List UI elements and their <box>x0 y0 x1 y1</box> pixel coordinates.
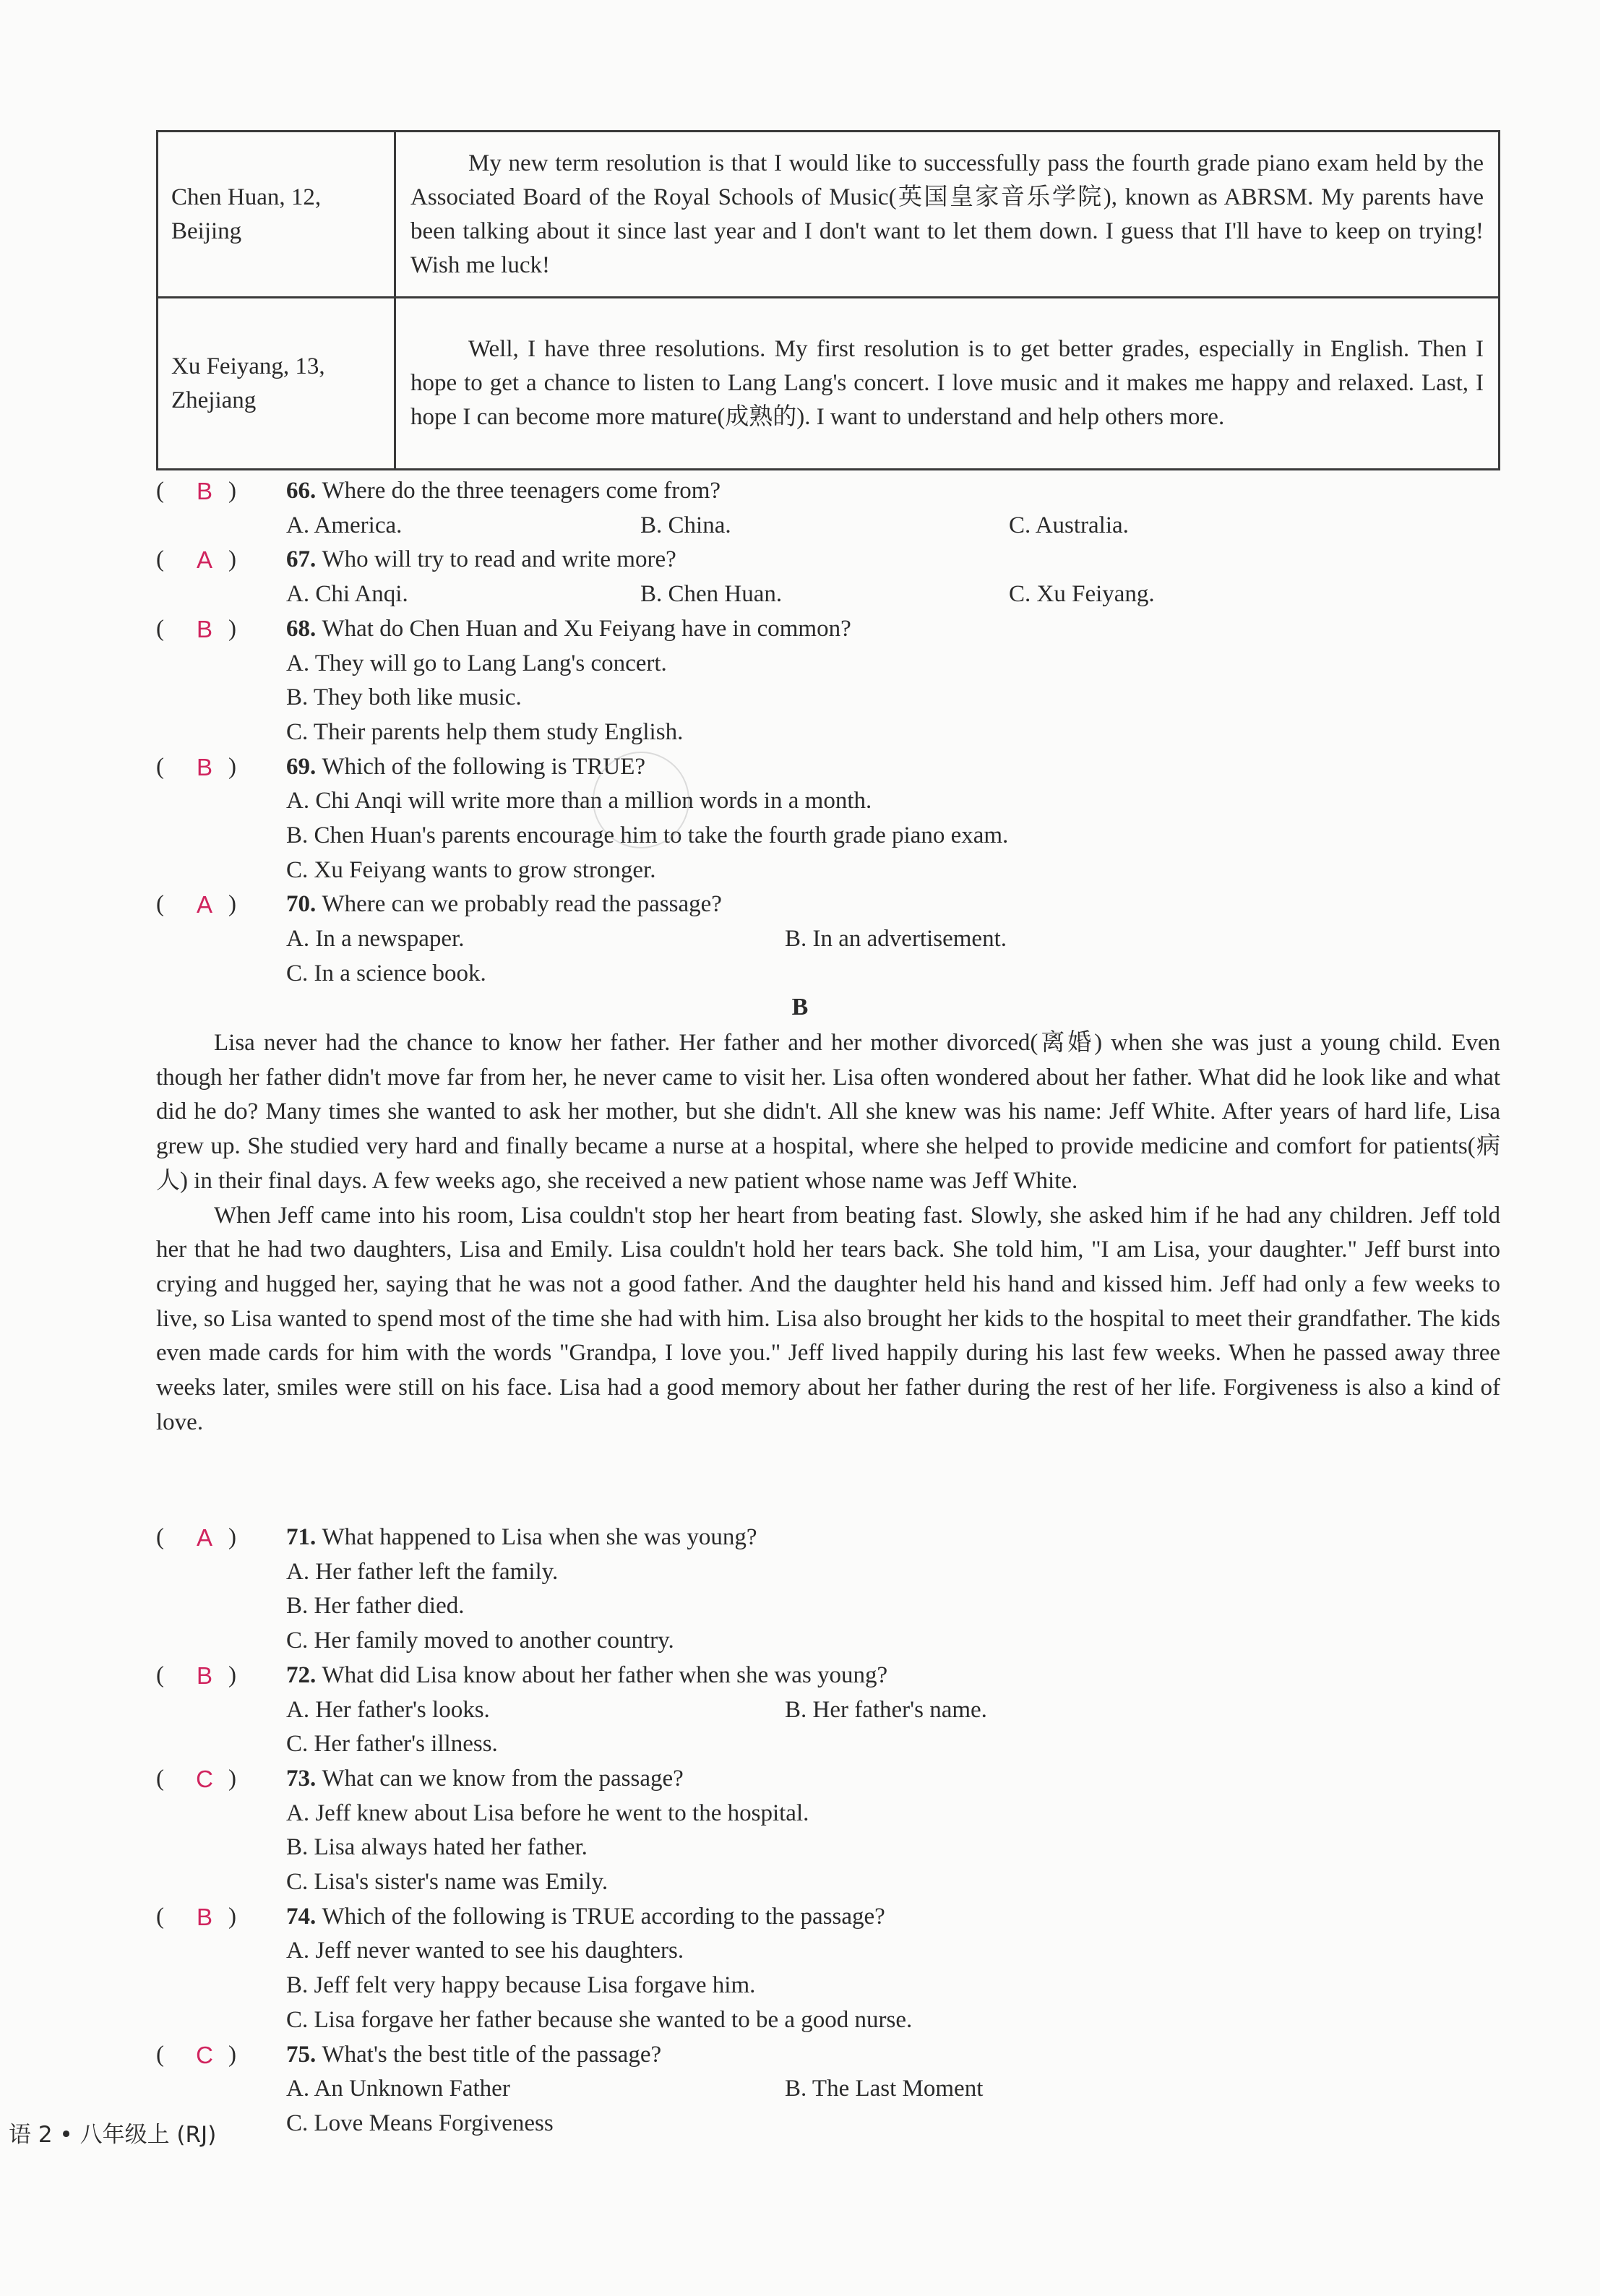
student-name-cell: Xu Feiyang, 13, Zhejiang <box>158 298 395 470</box>
question-73: ( C ) 73. What can we know from the passage? <box>156 1762 987 1797</box>
question-66: ( B ) 66. Where do the three teenagers come from? <box>156 474 1155 509</box>
option-b: B. Chen Huan's parents encourage him to take the fourth grade piano exam. <box>286 822 1009 849</box>
question-72: ( B ) 72. What did Lisa know about her father when she was young? <box>156 1659 987 1693</box>
option-b: B. They both like music. <box>286 684 522 711</box>
answer-mark: B <box>196 615 212 642</box>
reading-passage <box>156 1026 1500 1440</box>
question-74: ( B ) 74. Which of the following is TRUE according to the passage? <box>156 1900 987 1935</box>
question-text: What can we know from the passage? <box>322 1765 684 1792</box>
option-a: A. America. <box>286 512 403 538</box>
resolution-text-cell <box>395 298 1500 470</box>
answer-mark: B <box>196 1903 212 1930</box>
question-number: 75. <box>286 2041 317 2068</box>
question-text: Who will try to read and write more? <box>322 546 676 573</box>
answer-mark: B <box>196 1661 212 1689</box>
question-text: Where do the three teenagers come from? <box>322 478 721 504</box>
option-a: A. An Unknown Father <box>286 2076 510 2102</box>
passage-paragraph: Lisa never had the chance to know her father. Her father and her mother divorced(离婚) when she was just a young child. Even though her father didn't move far from her, he never came to visit her. Lisa often wondered about her father. What did he look like and what did he do? Many times she wanted to ask her mother, but she didn't. All she knew was his name: Jeff White. After years of hard life, Lisa grew up. She studied very hard and finally became a nurse at a hospital, where she helped to provide medicine and comfort for patients(病人) in their final days. A few weeks ago, she received a new patient whose name was Jeff White. <box>156 1030 1500 1194</box>
question-71: ( A ) 71. What happened to Lisa when she was young? <box>156 1521 987 1555</box>
question-text: What's the best title of the passage? <box>322 2041 662 2068</box>
option-a: A. Her father's looks. <box>286 1696 490 1723</box>
question-70: ( A ) 70. Where can we probably read the passage? <box>156 887 1155 922</box>
option-c: C. Xu Feiyang. <box>1009 581 1155 608</box>
option-b: B. China. <box>640 512 731 538</box>
option-a: A. They will go to Lang Lang's concert. <box>286 650 667 676</box>
option-c: C. Love Means Forgiveness <box>286 2110 554 2136</box>
resolution-text: Well, I have three resolutions. My first resolution is to get better grades, especially in English. Then I hope to get a chance to listen to Lang Lang's concert. I love music and it makes me happy and relaxed. Last, I hope I can become more mature(成熟的). I want to understand and help others more. <box>410 336 1484 430</box>
question-number: 69. <box>286 753 317 780</box>
questions-b <box>156 1521 987 2141</box>
answer-mark: A <box>196 891 212 919</box>
question-number: 66. <box>286 478 317 504</box>
question-68: ( B ) 68. What do Chen Huan and Xu Feiyang have in common? <box>156 612 1155 647</box>
option-b: B. Her father died. <box>286 1593 465 1620</box>
option-a: A. Chi Anqi will write more than a million words in a month. <box>286 788 872 814</box>
answer-mark: C <box>196 2041 213 2068</box>
answer-mark: B <box>196 753 212 781</box>
answer-mark: A <box>196 546 212 574</box>
resolution-text: My new term resolution is that I would like to successfully pass the fourth grade piano exam held by the Associated Board of the Royal Schools of Music(英国皇家音乐学院), known as ABRSM. My parents have been talking about it since last year and I don't want to let them down. I guess that I'll have to keep on trying! Wish me luck! <box>410 150 1484 278</box>
option-c: C. Lisa forgave her father because she wanted to be a good nurse. <box>286 2006 913 2033</box>
question-text: What did Lisa know about her father when she was young? <box>322 1661 888 1688</box>
question-text: What do Chen Huan and Xu Feiyang have in common? <box>322 615 851 642</box>
question-text: Where can we probably read the passage? <box>322 891 722 918</box>
option-b: B. In an advertisement. <box>785 926 1007 953</box>
option-a: A. Chi Anqi. <box>286 581 408 608</box>
question-number: 70. <box>286 891 317 918</box>
question-number: 74. <box>286 1903 317 1930</box>
question-67: ( A ) 67. Who will try to read and write more? <box>156 543 1155 577</box>
option-c: C. Her family moved to another country. <box>286 1628 674 1654</box>
option-b: B. Lisa always hated her father. <box>286 1834 588 1861</box>
resolution-text-cell <box>395 132 1500 298</box>
question-text: Which of the following is TRUE? <box>322 753 646 780</box>
options-row <box>156 1693 987 1728</box>
section-heading: B <box>791 994 809 1020</box>
option-b: B. The Last Moment <box>785 2076 984 2102</box>
answer-mark: B <box>196 478 212 504</box>
options-row <box>156 509 1155 543</box>
option-c: C. Xu Feiyang wants to grow stronger. <box>286 856 656 883</box>
student-name-cell: Chen Huan, 12, Beijing <box>158 132 395 298</box>
option-c: C. Their parents help them study English. <box>286 718 684 745</box>
options-row <box>156 2072 987 2107</box>
option-a: A. Her father left the family. <box>286 1558 559 1585</box>
options-row <box>156 577 1155 612</box>
option-c: C. Australia. <box>1009 512 1129 538</box>
options-row <box>156 922 1155 957</box>
option-a: A. In a newspaper. <box>286 926 465 953</box>
answer-mark: C <box>196 1765 213 1792</box>
question-number: 71. <box>286 1524 317 1550</box>
option-b: B. Her father's name. <box>785 1696 987 1723</box>
option-a: A. Jeff knew about Lisa before he went to the hospital. <box>286 1800 809 1826</box>
question-number: 68. <box>286 615 317 642</box>
page-footer: 语 2 • 八年级上 (RJ) <box>9 2122 217 2148</box>
option-c: C. In a science book. <box>286 960 486 986</box>
answer-mark: A <box>196 1524 212 1551</box>
questions-a <box>156 474 1155 992</box>
table-row <box>158 132 1500 298</box>
table-row <box>158 298 1500 470</box>
question-text: Which of the following is TRUE according to the passage? <box>322 1903 885 1930</box>
question-number: 73. <box>286 1765 317 1792</box>
resolutions-table <box>156 130 1500 470</box>
watermark-stamp-icon <box>593 752 689 848</box>
option-a: A. Jeff never wanted to see his daughters. <box>286 1938 684 1964</box>
question-number: 72. <box>286 1661 317 1688</box>
option-b: B. Jeff felt very happy because Lisa forgave him. <box>286 1972 756 1999</box>
option-b: B. Chen Huan. <box>640 581 783 608</box>
question-75: ( C ) 75. What's the best title of the passage? <box>156 2038 987 2073</box>
question-69: ( B ) 69. Which of the following is TRUE? <box>156 750 1155 785</box>
question-text: What happened to Lisa when she was young? <box>322 1524 757 1550</box>
option-c: C. Lisa's sister's name was Emily. <box>286 1869 608 1896</box>
question-number: 67. <box>286 546 317 573</box>
option-c: C. Her father's illness. <box>286 1731 498 1758</box>
passage-paragraph: When Jeff came into his room, Lisa couldn't stop her heart from beating fast. Slowly, she asked him if he had any children. Jeff told her that he had two daughters, Lisa and Emily. Lisa couldn't hold her tears back. She told him, "I am Lisa, your daughter." Jeff burst into crying and hugged her, saying that he was not a good father. And the daughter held his hand and kissed him. Jeff had only a few weeks to live, so Lisa wanted to spend most of the time she had with him. Lisa also brought her kids to the hospital to meet their grandfather. The kids even made cards for him with the words "Grandpa, I love you." Jeff lived happily during his last few weeks. When he passed away three weeks later, smiles were still on his face. Lisa had a good memory about her father during the rest of her life. Forgiveness is also a kind of love. <box>156 1202 1500 1435</box>
